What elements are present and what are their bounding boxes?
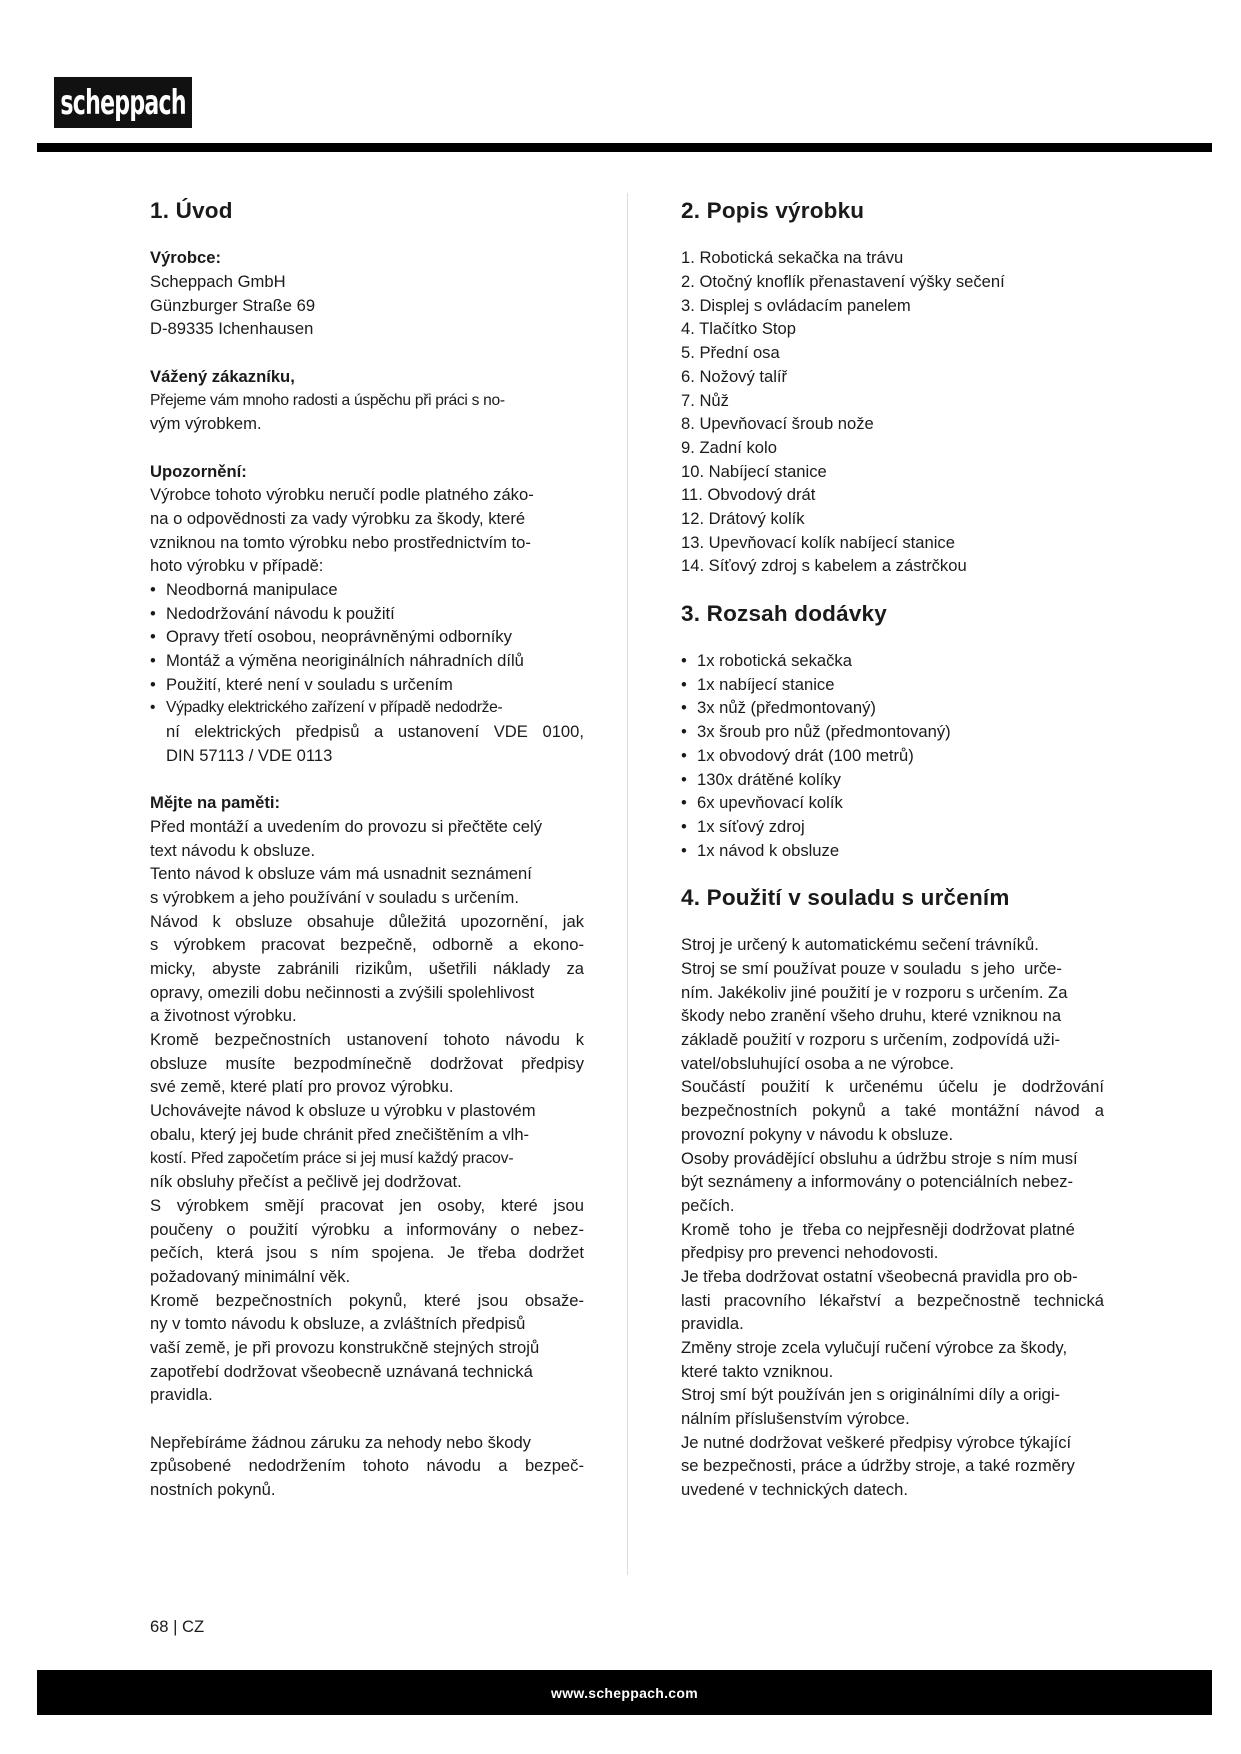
delivery-item: • 1x robotická sekačka: [681, 649, 1104, 673]
right-column: [681, 199, 1104, 1502]
usage-line: nálním příslušenstvím výrobce.: [681, 1409, 910, 1429]
part-list-item: 8. Upevňovací šroub nože: [681, 414, 874, 434]
closing-line: způsobené nedodržením tohoto návodu a bezpeč-: [150, 1456, 584, 1476]
usage-line: uvedené v technických datech.: [681, 1480, 908, 1500]
part-list-item: 5. Přední osa: [681, 343, 780, 363]
part-list-item: 6. Nožový talíř: [681, 366, 788, 386]
notice-line: Výrobce tohoto výrobku neručí podle platného záko-: [150, 485, 534, 505]
part-list-item: 9. Zadní kolo: [681, 437, 777, 457]
remember-line: obsluze musíte bezpodmínečně dodržovat předpisy: [150, 1053, 584, 1073]
usage-line: Součástí použití k určenému účelu je dodržování: [681, 1077, 1104, 1097]
scheppach-logo: [54, 77, 192, 128]
notice-line: vzniknou na tomto výrobku nebo prostřednictvím to-: [150, 532, 531, 552]
column-divider: [627, 193, 628, 1575]
logo-text: scheppach: [60, 82, 186, 123]
delivery-item: • 130x drátěné kolíky: [681, 768, 1104, 792]
section-heading-popis: 2. Popis výrobku: [681, 198, 865, 223]
part-list-item: 3. Displej s ovládacím panelem: [681, 295, 911, 315]
remember-line: a životnost výrobku.: [150, 1006, 297, 1026]
usage-line: které takto vzniknou.: [681, 1361, 834, 1381]
remember-line: ny v tomto návodu k obsluze, a zvláštních předpisů: [150, 1314, 526, 1334]
remember-line: micky, abyste zabránili rizikům, ušetřili náklady za: [150, 959, 584, 978]
usage-line: se bezpečnosti, práce a údržby stroje, a také rozměry: [681, 1456, 1075, 1476]
part-list-item: 2. Otočný knoflík přenastavení výšky sečení: [681, 272, 1005, 292]
remember-line: ník obsluhy přečíst a pečlivě jej dodržovat.: [150, 1172, 462, 1192]
header-bar: [37, 143, 1212, 152]
usage-line: Stroj smí být používán jen s originálními díly a origi-: [681, 1385, 1061, 1405]
notice-bullet: • Opravy třetí osobou, neoprávněnými odborníky: [150, 625, 584, 649]
usage-line: předpisy pro prevenci nehodovosti.: [681, 1243, 939, 1263]
remember-line: Kromě bezpečnostních pokynů, které jsou obsaže-: [150, 1290, 584, 1310]
remember-line: pravidla.: [150, 1385, 213, 1405]
usage-line: základě použití v rozporu s určením, zodpovídá uži-: [681, 1030, 1061, 1050]
remember-line: s výrobkem a jeho používání v souladu s určením.: [150, 887, 519, 907]
website-link[interactable]: www.scheppach.com: [551, 1684, 698, 1701]
remember-line: s výrobkem pracovat bezpečně, odborně a ekono-: [150, 935, 584, 955]
part-list-item: 11. Obvodový drát: [681, 485, 816, 505]
usage-line: škody nebo zranění všeho druhu, které vzniknou na: [681, 1006, 1062, 1026]
usage-line: lasti pracovního lékařství a bezpečnostně technická: [681, 1290, 1104, 1310]
remember-label: Mějte na paměti:: [150, 793, 281, 813]
part-list-item: 1. Robotická sekačka na trávu: [681, 248, 904, 268]
remember-line: vaší země, je při provozu konstrukčně stejných strojů: [150, 1338, 540, 1357]
usage-line: Změny stroje zcela vylučují ručení výrobce za škody,: [681, 1338, 1068, 1357]
usage-line: provozní pokyny v návodu k obsluze.: [681, 1124, 954, 1144]
remember-line: text návodu k obsluze.: [150, 840, 316, 860]
usage-line: být seznámeny a informovány o potenciálních nebez-: [681, 1172, 1074, 1192]
page-number: 68 | CZ: [150, 1617, 205, 1636]
notice-bullet: • Neodborná manipulace: [150, 578, 584, 602]
remember-line: Návod k obsluze obsahuje důležitá upozornění, jak: [150, 911, 584, 931]
notice-bullet: • Výpadky elektrického zařízení v případě nedodrže-: [150, 696, 584, 720]
notice-label: Upozornění:: [150, 461, 247, 481]
part-list-item: 13. Upevňovací kolík nabíjecí stanice: [681, 532, 955, 552]
manufacturer-line: Günzburger Straße 69: [150, 295, 316, 315]
remember-line: obalu, který jej bude chránit před znečištěním a vlh-: [150, 1124, 530, 1144]
section-heading-rozsah: 3. Rozsah dodávky: [681, 600, 887, 626]
part-list-item: 7. Nůž: [681, 390, 729, 410]
remember-line: poučeny o použití výrobku a informovány o nebez-: [150, 1219, 584, 1239]
usage-line: Stroj se smí používat pouze v souladu s jeho urče-: [681, 959, 1062, 978]
closing-line: nostních pokynů.: [150, 1480, 276, 1500]
manufacturer-line: D-89335 Ichenhausen: [150, 319, 314, 339]
footer-bar: [37, 1670, 1212, 1715]
usage-line: Je třeba dodržovat ostatní všeobecná pravidla pro ob-: [681, 1266, 1078, 1286]
remember-line: Kromě bezpečnostních ustanovení tohoto návodu k: [150, 1030, 584, 1050]
section-heading-pouziti: 4. Použití v souladu s určením: [681, 884, 1010, 910]
closing-line: Nepřebíráme žádnou záruku za nehody nebo škody: [150, 1432, 531, 1452]
usage-line: Osoby provádějící obsluhu a údržbu stroje s ním musí: [681, 1148, 1078, 1168]
remember-line: Uchovávejte návod k obsluze u výrobku v plastovém: [150, 1101, 536, 1121]
remember-line: požadovaný minimální věk.: [150, 1266, 351, 1286]
part-list-item: 12. Drátový kolík: [681, 508, 805, 528]
delivery-item: • 1x nabíjecí stanice: [681, 673, 1104, 697]
part-list-item: 14. Síťový zdroj s kabelem a zástrčkou: [681, 556, 967, 576]
notice-bullet-continuation: ní elektrických předpisů a ustanovení VDE 0100,: [166, 722, 584, 742]
usage-line: pravidla.: [681, 1314, 744, 1334]
remember-line: pečích, která jsou s ním spojena. Je třeba dodržet: [150, 1243, 584, 1263]
notice-bullet: • Montáž a výměna neoriginálních náhradních dílů: [150, 649, 584, 673]
greeting-label: Vážený zákazníku,: [150, 366, 295, 386]
delivery-item: • 1x síťový zdroj: [681, 815, 1104, 839]
part-list-item: 4. Tlačítko Stop: [681, 319, 796, 339]
usage-line: pečích.: [681, 1195, 735, 1215]
notice-bullet: • Nedodržování návodu k použití: [150, 602, 584, 626]
part-list-item: 10. Nabíjecí stanice: [681, 461, 827, 481]
delivery-item: • 3x šroub pro nůž (předmontovaný): [681, 720, 1104, 744]
remember-line: S výrobkem smějí pracovat jen osoby, které jsou: [150, 1195, 584, 1215]
greeting-line: Přejeme vám mnoho radosti a úspěchu při práci s no-: [150, 391, 505, 409]
delivery-item: • 6x upevňovací kolík: [681, 791, 1104, 815]
remember-line: kostí. Před započetím práce si jej musí každý pracov-: [150, 1149, 514, 1167]
delivery-item: • 3x nůž (předmontovaný): [681, 696, 1104, 720]
remember-line: Tento návod k obsluze vám má usnadnit seznámení: [150, 864, 532, 884]
usage-line: ním. Jakékoliv jiné použití je v rozporu s určením. Za: [681, 982, 1068, 1002]
left-column: [150, 199, 584, 1502]
notice-line: na o odpovědnosti za vady výrobku za škody, které: [150, 508, 526, 528]
notice-bullet-continuation: DIN 57113 / VDE 0113: [166, 745, 333, 765]
notice-line: hoto výrobku v případě:: [150, 556, 324, 576]
greeting-line: vým výrobkem.: [150, 414, 262, 434]
remember-line: Před montáží a uvedením do provozu si přečtěte celý: [150, 816, 543, 836]
remember-line: zapotřebí dodržovat všeobecně uznávaná technická: [150, 1361, 533, 1381]
usage-line: vatel/obsluhující osoba a ne výrobce.: [681, 1053, 955, 1073]
delivery-item: • 1x obvodový drát (100 metrů): [681, 744, 1104, 768]
usage-line: Stroj je určený k automatickému sečení trávníků.: [681, 935, 1039, 955]
section-heading-uvod: 1. Úvod: [150, 198, 233, 223]
remember-line: opravy, omezili dobu nečinnosti a zvýšili spolehlivost: [150, 982, 535, 1002]
usage-line: bezpečnostních pokynů a také montážní návod a: [681, 1101, 1104, 1121]
manufacturer-label: Výrobce:: [150, 248, 222, 268]
usage-line: Je nutné dodržovat veškeré předpisy výrobce týkající: [681, 1432, 1072, 1452]
manufacturer-line: Scheppach GmbH: [150, 272, 286, 292]
usage-line: Kromě toho je třeba co nejpřesněji dodržovat platné: [681, 1219, 1075, 1239]
notice-bullet: • Použití, které není v souladu s určením: [150, 673, 584, 697]
delivery-item: • 1x návod k obsluze: [681, 839, 1104, 863]
remember-line: své země, které platí pro provoz výrobku.: [150, 1077, 454, 1097]
